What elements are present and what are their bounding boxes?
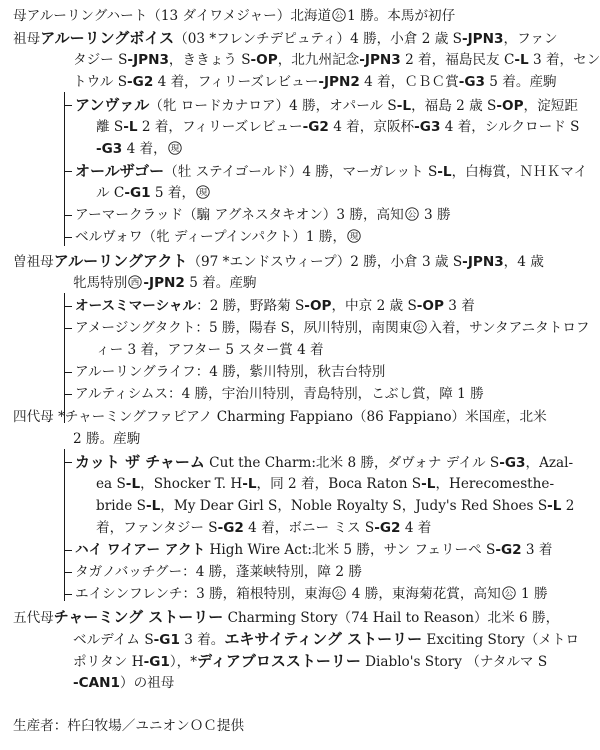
fourth-dam-tree-bar — [64, 449, 65, 601]
produce-cutthecharm-line-2 — [96, 475, 554, 493]
produce-bellevoix-line — [75, 228, 362, 246]
text-run: bride S — [96, 498, 146, 514]
horse-name-bold: オールザゴー — [75, 162, 165, 180]
grade-label: オースミマーシャル — [75, 298, 197, 314]
produce-anvar-line-1 — [75, 96, 578, 115]
grade-label: -L — [123, 119, 138, 135]
produce-altissimus-line — [75, 385, 484, 403]
text-run: 3 着，セン — [528, 52, 600, 68]
produce-anvar-line-2 — [96, 118, 579, 136]
text-run: Diablo's Story （ナタルマ S — [360, 654, 548, 670]
grade-label: -G1 — [124, 185, 151, 201]
produce-cutthecharm-line-1 — [75, 453, 573, 472]
circled-mark — [347, 229, 361, 243]
tree-tick — [64, 572, 72, 573]
text-run: ル C — [96, 185, 125, 201]
fifth-dam-line-2 — [73, 630, 579, 649]
text-run: 祖母 — [13, 31, 41, 47]
tree-tick — [64, 306, 72, 307]
text-run: ea S — [96, 476, 126, 492]
text-run: Exciting Story（メトロ — [422, 632, 580, 648]
fourth-dam-line-2 — [73, 430, 140, 448]
text-run: タガノバッチグー：4 勝，蓬莱峡特別，障 2 勝 — [75, 564, 362, 580]
text-run: 2 着，フィリーズレビュー — [137, 119, 303, 135]
text-run: （03 *フレンチデピュティ）4 勝，小倉 2 歳 S — [174, 31, 462, 47]
text-run: ，Azal- — [525, 455, 574, 471]
text-run: （牡 ステイゴールド）4 勝，マーガレット S — [164, 164, 438, 180]
text-run: ），* — [169, 654, 198, 670]
fifth-dam-line-3 — [73, 652, 547, 671]
text-run: 2 — [561, 498, 575, 514]
horse-name-bold: ディアブロスストーリー — [197, 652, 361, 670]
tree-tick — [64, 105, 72, 106]
tree-tick — [64, 594, 72, 595]
tree-tick — [64, 215, 72, 216]
circled-mark-text: 現 — [198, 188, 208, 199]
horse-name-bold: エキサイティング ストーリー — [224, 630, 423, 648]
text-run: High Wire Act:北米 5 勝，サン フェリーペ S — [205, 542, 496, 558]
text-run: 3 勝 — [419, 207, 451, 223]
text-run: ，北九州記念 — [277, 52, 360, 68]
produce-amazingtact-line-1 — [75, 319, 590, 337]
text-run: ，ファン — [503, 31, 558, 47]
circled-mark-text: 現 — [349, 232, 359, 243]
grade-label: -G3 — [499, 455, 526, 471]
text-run: ，同 2 着，Boca Raton S — [256, 476, 422, 492]
circled-mark — [502, 586, 516, 600]
text-run: 1 勝。本馬が初仔 — [347, 8, 456, 24]
tree-tick — [64, 462, 72, 463]
horse-name-bold: アンヴァル — [75, 96, 150, 114]
produce-osumimarshal-line — [75, 297, 475, 315]
grade-label: -L — [421, 476, 436, 492]
grade-label: ハイ ワイアー アクト — [75, 542, 206, 558]
produce-alluringlife-line — [75, 363, 385, 381]
tree-tick — [64, 550, 72, 551]
grade-label: -G2 — [127, 74, 154, 90]
text-run: アルーリングライフ：4 勝，紫川特別，秋吉台特別 — [75, 364, 386, 380]
grade-label: -JPN3 — [359, 52, 401, 68]
second-dam-line-1 — [13, 29, 558, 48]
circled-mark — [332, 8, 346, 22]
text-run: 入着，サンタアニタトロフ — [428, 320, 590, 336]
grade-label: -L — [242, 476, 257, 492]
text-run: Cut the Charm:北米 8 勝，ダヴォナ デイル S — [204, 455, 500, 471]
text-run: 3 着。 — [179, 632, 225, 648]
third-dam-tree-bar — [64, 293, 65, 423]
text-run: ）の祖母 — [119, 675, 175, 691]
text-run: ，Herecomesthe- — [435, 476, 555, 492]
circled-mark-text: 公 — [416, 323, 425, 334]
circled-mark-text: 現 — [170, 144, 180, 155]
horse-name-bold: カット ザ チャーム — [75, 453, 205, 471]
text-run: 生産者：杵臼牧場／ユニオンＯＣ提供 — [13, 718, 245, 734]
text-run: 4 勝，東海菊花賞，高知 — [347, 586, 501, 602]
produce-amazingtact-line-2 — [96, 341, 324, 359]
grade-label: -JPN2 — [143, 275, 185, 291]
text-run: 2 勝。産駒 — [73, 431, 141, 447]
grade-label: -G3 — [458, 74, 485, 90]
grade-label: -JPN3 — [127, 52, 169, 68]
text-run: ，白梅賞，ＮＨＫマイ — [451, 164, 588, 180]
grade-label: -G2 — [302, 119, 329, 135]
second-dam-tree-bar — [64, 92, 65, 246]
text-run: トウル S — [73, 74, 128, 90]
tree-tick — [64, 171, 72, 172]
text-run: 曽祖母 — [13, 254, 54, 270]
produce-cutthecharm-line-3 — [96, 497, 574, 515]
text-run: 着，ファンタジー S — [96, 520, 218, 536]
text-run: 5 着。産駒 — [484, 74, 557, 90]
text-run: ，ききょう S — [168, 52, 251, 68]
fifth-dam-line-1 — [13, 608, 559, 627]
text-run: 4 着，ボニー ミス S — [243, 520, 375, 536]
text-run: 4 着，シルクロード S — [440, 119, 580, 135]
grade-label: -L — [396, 98, 412, 114]
circled-mark-text: 西 — [131, 278, 140, 289]
tree-tick — [64, 328, 72, 329]
circled-mark — [405, 207, 419, 221]
text-run: 1 勝 — [516, 586, 548, 602]
circled-mark — [168, 141, 182, 155]
text-run: アメージングタクト：5 勝，陽春 S，夙川特別，南関東 — [75, 320, 413, 336]
grade-label: -JPN3 — [462, 254, 504, 270]
text-run: ，Shocker T. H — [140, 476, 243, 492]
text-run: 五代母 — [13, 610, 54, 626]
grade-label: -OP — [496, 98, 524, 114]
grade-label: -OP — [250, 52, 278, 68]
fourth-dam-line-1 — [13, 408, 547, 426]
credit-line — [13, 717, 244, 735]
third-dam-line-2 — [73, 274, 257, 292]
text-run: 4 着 — [400, 520, 432, 536]
circled-mark — [413, 320, 427, 334]
grade-label: -L — [547, 498, 562, 514]
grade-label: -G2 — [217, 520, 244, 536]
produce-anvar-line-3 — [96, 140, 183, 158]
circled-mark — [332, 586, 346, 600]
text-run: Charming Story（74 Hail to Reason）北米 6 勝， — [223, 610, 560, 626]
grade-label: -L — [437, 164, 452, 180]
text-run: 4 着， — [122, 141, 167, 157]
text-run: 4 着，ＣＢＣ賞 — [359, 74, 459, 90]
circled-mark-text: 公 — [407, 210, 416, 221]
text-run: エイシンフレンチ：3 勝，箱根特別，東海 — [75, 586, 332, 602]
second-dam-line-2 — [73, 51, 600, 69]
tree-tick — [64, 372, 72, 373]
text-run: ポリタン H — [73, 654, 144, 670]
text-run: 5 着。産駒 — [184, 275, 257, 291]
grade-label: -L — [514, 52, 529, 68]
tree-tick — [64, 394, 72, 395]
horse-name-bold: チャーミング ストーリー — [53, 608, 224, 626]
fifth-dam-line-4 — [73, 674, 174, 692]
horse-name-bold: アルーリングボイス — [40, 29, 175, 47]
produce-eishinfrench-line — [75, 585, 548, 603]
produce-cutthecharm-line-4 — [96, 519, 431, 537]
text-run: 離 S — [96, 119, 124, 135]
second-dam-line-3 — [73, 73, 557, 91]
grade-label: -G1 — [153, 632, 180, 648]
text-run: ベルデイム S — [73, 632, 154, 648]
text-run: 3 着 — [521, 542, 553, 558]
text-run: 母アルーリングハート（13 ダイワメジャー）北海道 — [13, 8, 332, 24]
circled-mark-text: 公 — [335, 589, 344, 600]
grade-label: -G2 — [374, 520, 401, 536]
grade-label: -JPN2 — [318, 74, 360, 90]
grade-label: -CAN1 — [73, 675, 120, 691]
tree-tick — [64, 237, 72, 238]
text-run: ，福島 2 歳 S — [411, 98, 497, 114]
text-run: アルティシムス：4 勝，宇治川特別，青島特別，こぶし賞，障 1 勝 — [75, 386, 484, 402]
text-run: ：2 勝，野路菊 S — [196, 298, 305, 314]
grade-label: -L — [145, 498, 161, 514]
dam-line — [13, 7, 455, 25]
text-run: ，中京 2 歳 S — [331, 298, 417, 314]
text-run: ，My Dear Girl S，Noble Royalty S，Judy's Red Shoes S — [160, 498, 548, 514]
grade-label: -JPN3 — [461, 31, 504, 47]
third-dam-line-1 — [13, 252, 544, 271]
circled-mark — [128, 275, 142, 289]
horse-name-bold: アルーリングアクト — [53, 252, 188, 270]
text-run: ィー 3 着，アフター 5 スター賞 4 着 — [96, 342, 324, 358]
circled-mark-text: 公 — [334, 11, 344, 22]
produce-allthego-line-2 — [96, 184, 211, 202]
text-run: 四代母 *チャーミングファピアノ Charming Fappiano（86 Fappiano）米国産，北米 — [13, 409, 547, 425]
circled-mark-text: 公 — [504, 589, 513, 600]
text-run: 4 着，フィリーズレビュー — [153, 74, 319, 90]
grade-label: -G2 — [495, 542, 522, 558]
text-run: アーマークラッド（騸 アグネスタキオン）3 勝，高知 — [75, 207, 404, 223]
produce-highwireact-line — [75, 541, 552, 559]
text-run: 3 着 — [443, 298, 475, 314]
text-run: 牝馬特別 — [73, 275, 128, 291]
text-run: （牝 ロードカナロア）4 勝，オパール S — [149, 98, 397, 114]
text-run: タジー S — [73, 52, 128, 68]
grade-label: -G3 — [96, 141, 123, 157]
produce-armorclad-line — [75, 206, 451, 224]
text-run: ，淀短距 — [523, 98, 578, 114]
grade-label: -OP — [416, 298, 444, 314]
grade-label: -OP — [304, 298, 332, 314]
text-run: ベルヴォワ（牝 ディープインパクト）1 勝， — [75, 229, 347, 245]
grade-label: -G1 — [143, 654, 170, 670]
grade-label: -G3 — [414, 119, 441, 135]
produce-taganobatchgue-line — [75, 563, 362, 581]
grade-label: -L — [125, 476, 141, 492]
text-run: （97 *エンドスウィープ）2 勝，小倉 3 歳 S — [187, 254, 463, 270]
text-run: 5 着， — [150, 185, 196, 201]
circled-mark — [196, 185, 210, 199]
text-run: ，4 歳 — [503, 254, 544, 270]
text-run: 2 着，福島民友 C — [400, 52, 515, 68]
produce-allthego-line-1 — [75, 162, 587, 181]
text-run: 4 着，京阪杯 — [328, 119, 415, 135]
